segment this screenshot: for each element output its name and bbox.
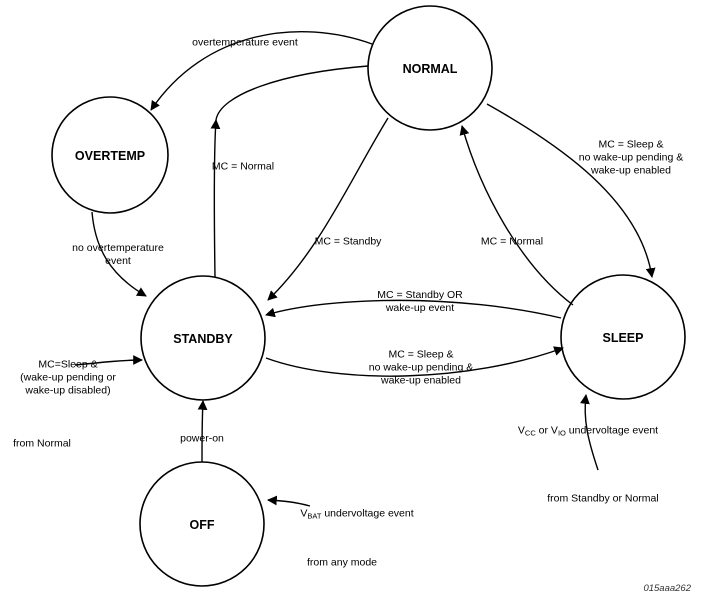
edge-label-no-overtemperature-event bbox=[72, 242, 164, 268]
edge-standby-to-normal bbox=[214, 120, 216, 277]
edge-label-mc-sleep-right-line2: no wake-up pending & bbox=[578, 151, 684, 164]
vbat-suffix: undervoltage event bbox=[321, 507, 414, 520]
edge-normal-to-sleep bbox=[487, 104, 652, 277]
vbat-subscript: BAT bbox=[307, 511, 322, 521]
state-label-sleep: SLEEP bbox=[602, 331, 644, 345]
edge-label-mc-sleep-middle-line2: no wake-up pending & bbox=[368, 361, 474, 374]
edge-label-no-overtemperature-event-line2: event bbox=[105, 255, 131, 267]
edge-label-from-any-mode: from any mode bbox=[306, 556, 378, 569]
edge-label-no-overtemperature-event-line1: no overtemperature bbox=[72, 242, 164, 254]
edge-standby-to-normal-tail bbox=[216, 66, 368, 120]
edge-label-mc-normal-left: MC = Normal bbox=[211, 160, 275, 173]
edge-label-mc-standby-or-wakeup bbox=[377, 289, 463, 315]
edge-label-mc-sleep-middle bbox=[369, 349, 474, 388]
state-label-standby: STANDBY bbox=[173, 332, 233, 346]
edge-off-to-standby bbox=[202, 401, 203, 462]
edge-label-mc-sleep-left bbox=[20, 359, 116, 398]
edge-label-from-standby-or-normal: from Standby or Normal bbox=[547, 492, 659, 505]
edge-label-mc-standby-or-wakeup-line1: MC = Standby OR bbox=[377, 289, 463, 301]
vcc-prefix: V bbox=[517, 424, 525, 437]
vcc-subscript: CC bbox=[524, 428, 536, 438]
vio-suffix: undervoltage event bbox=[565, 424, 659, 437]
edge-normal-to-standby bbox=[268, 118, 388, 300]
state-label-normal: NORMAL bbox=[402, 62, 458, 76]
edge-label-mc-sleep-right-line3: wake-up enabled bbox=[591, 164, 671, 177]
vcc-vio-middle: or V bbox=[535, 424, 558, 437]
vbat-prefix: V bbox=[300, 507, 308, 520]
edge-label-mc-sleep-left-line3: wake-up disabled) bbox=[25, 384, 111, 397]
edge-label-power-on: power-on bbox=[180, 432, 224, 445]
edge-label-mc-normal-right: MC = Normal bbox=[480, 235, 544, 248]
edge-label-mc-sleep-middle-line1: MC = Sleep & bbox=[388, 348, 454, 361]
edge-label-overtemperature-event: overtemperature event bbox=[192, 36, 298, 49]
edge-sleep-to-normal bbox=[462, 126, 573, 305]
edge-label-from-normal: from Normal bbox=[13, 437, 71, 450]
edge-label-mc-sleep-middle-line3: wake-up enabled bbox=[381, 374, 461, 387]
edge-label-mc-standby: MC = Standby bbox=[314, 235, 382, 248]
edge-label-vcc-vio-undervoltage-event bbox=[518, 425, 658, 440]
edge-label-mc-sleep-right-line1: MC = Sleep & bbox=[598, 138, 664, 151]
edge-label-mc-standby-or-wakeup-line2: wake-up event bbox=[385, 302, 455, 314]
edge-label-vbat-undervoltage-event bbox=[300, 508, 413, 523]
edge-label-mc-sleep-left-line1: MC=Sleep & bbox=[38, 358, 98, 371]
vio-subscript: IO bbox=[557, 428, 566, 438]
state-label-overtemp: OVERTEMP bbox=[74, 149, 146, 163]
edge-vbat-to-off bbox=[268, 500, 310, 506]
figure-id: 015aaa262 bbox=[643, 583, 691, 594]
state-label-off: OFF bbox=[189, 518, 215, 532]
edge-label-mc-sleep-left-line2: (wake-up pending or bbox=[20, 371, 116, 384]
edge-label-mc-sleep-right bbox=[579, 139, 684, 178]
